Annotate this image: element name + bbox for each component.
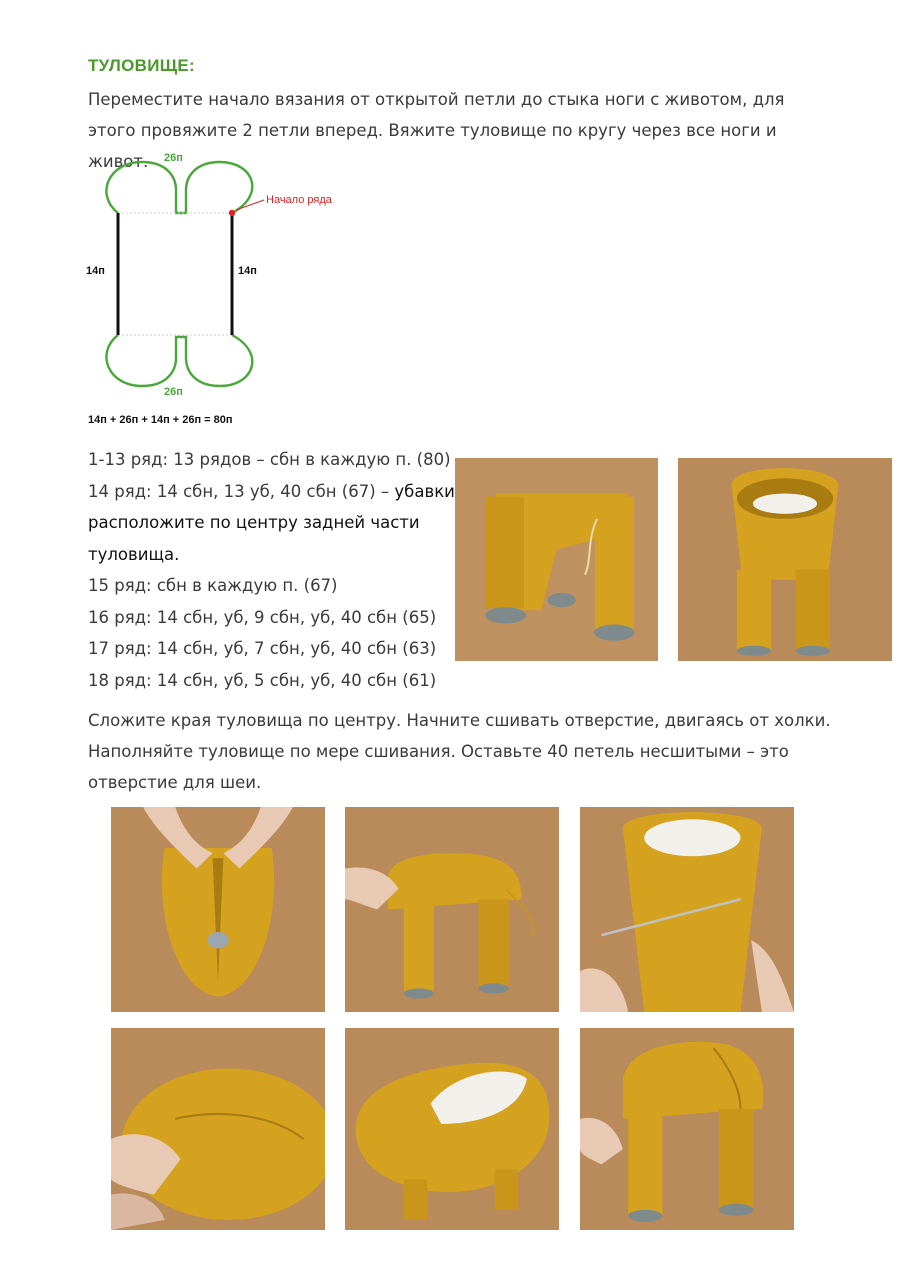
photo-body-underside — [111, 1028, 325, 1230]
photo-body-legs-front — [455, 458, 658, 661]
row-14-note-end: туловища. — [88, 544, 180, 564]
diagram-start-marker — [229, 210, 235, 216]
photo-sewing-needle — [580, 807, 794, 1012]
section-heading: ТУЛОВИЩЕ: — [88, 56, 195, 75]
diagram-bottom-label: 26п — [164, 386, 183, 398]
row-14-note: расположите по центру задней части — [88, 513, 420, 532]
row-16: 16 ряд: 14 сбн, уб, 9 сбн, уб, 40 сбн (65) — [88, 607, 437, 627]
diagram-top-label: 26п — [164, 152, 183, 164]
row-17: 17 ряд: 14 сбн, уб, 7 сбн, уб, 40 сбн (63) — [88, 639, 437, 658]
diagram-right-label: 14п — [238, 265, 257, 277]
diagram-start-label: Начало ряда — [266, 194, 332, 206]
photo-body-stuffed-open — [678, 458, 892, 661]
photo-body-side-yarn — [345, 807, 559, 1012]
photo-body-sewn-finished — [580, 1028, 794, 1230]
diagram-bottom-outline — [106, 335, 252, 386]
diagram-top-outline — [106, 162, 252, 213]
row-14: 14 ряд: 14 сбн, 13 уб, 40 сбн (67) – убавки — [88, 481, 455, 501]
diagram-formula: 14п + 26п + 14п + 26п = 80п — [88, 414, 233, 426]
row-1-13: 1-13 ряд: 13 рядов – сбн в каждую п. (80) — [88, 450, 451, 469]
row-15: 15 ряд: сбн в каждую п. (67) — [88, 576, 338, 595]
row-instructions — [88, 444, 455, 696]
row-18: 18 ряд: 14 сбн, уб, 5 сбн, уб, 40 сбн (61) — [88, 670, 437, 690]
outro-paragraph: Сложите края туловища по центру. Начните сшивать отверстие, двигаясь от холки. Наполняйте туловище по мере сшивания. Оставьте 40 петель несшитыми – это отверстие для шеи. — [88, 711, 831, 792]
intro-paragraph: Переместите начало вязания от открытой петли до стыка ноги с животом, для этого провяжите 2 петли вперед. Вяжите туловище по кругу через все ноги и живот. — [88, 90, 785, 171]
photo-folding-edges — [111, 807, 325, 1012]
photo-body-stuffing-visible — [345, 1028, 559, 1230]
diagram-left-label: 14п — [86, 265, 105, 277]
body-round-diagram — [80, 150, 360, 435]
